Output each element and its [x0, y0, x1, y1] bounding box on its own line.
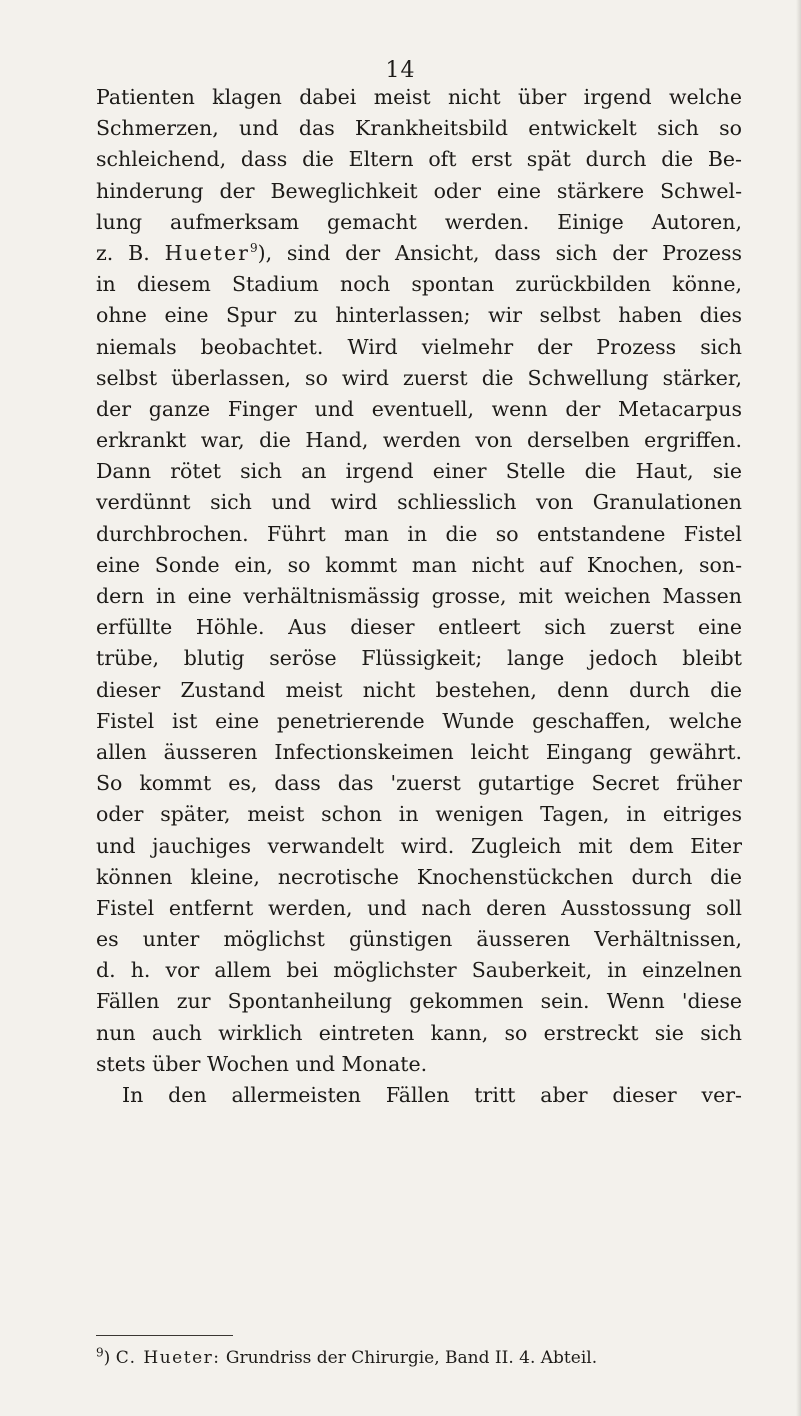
footnote-marker-close: ) — [103, 1348, 111, 1368]
text-line: trübe, blutig seröse Flüssigkeit; lange jedoch bleibt — [96, 646, 742, 671]
text-line: Schmerzen, und das Krankheitsbild entwickelt sich so — [96, 116, 742, 141]
cited-author: Hueter — [164, 240, 250, 265]
text-line: So kommt es, dass das 'zuerst gutartige Secret früher — [96, 771, 742, 796]
text-line: der ganze Finger und eventuell, wenn der Metacarpus — [96, 396, 742, 421]
text-line: oder später, meist schon in wenigen Tagen, in eitriges — [96, 802, 742, 827]
text-line: schleichend, dass die Eltern oft erst spät durch die Be- — [96, 147, 742, 172]
paragraph-end-line: stets über Wochen und Monate. — [96, 1051, 428, 1076]
page-edge-shadow — [796, 0, 801, 1416]
footnote-text: Grundriss der Chirurgie, Band II. 4. Abteil. — [225, 1348, 598, 1368]
text-line: eine Sonde ein, so kommt man nicht auf Knochen, son- — [96, 552, 742, 577]
footnote-author: C. Hueter: — [115, 1348, 221, 1368]
text-line: d. h. vor allem bei möglichster Sauberkeit, in einzelnen — [96, 958, 742, 983]
text-line: Dann rötet sich an irgend einer Stelle die Haut, sie — [96, 459, 742, 484]
text-line: verdünnt sich und wird schliesslich von Granulationen — [96, 490, 742, 515]
text-line: niemals beobachtet. Wird vielmehr der Prozess sich — [96, 334, 742, 359]
footnote-reference: 9 — [249, 241, 258, 256]
text-line: allen äusseren Infectionskeimen leicht Eingang gewährt. — [96, 739, 742, 764]
paragraph-start-line: In den allermeisten Fällen tritt aber dieser ver- — [122, 1083, 742, 1107]
text-line: und jauchiges verwandelt wird. Zugleich mit dem Eiter — [96, 833, 742, 858]
text-line-with-citation — [96, 238, 742, 269]
text-fragment: z. B. — [96, 240, 150, 265]
text-line: Fistel entfernt werden, und nach deren Ausstossung soll — [96, 895, 742, 920]
text-line: hinderung der Beweglichkeit oder eine stärkere Schwel- — [96, 178, 742, 203]
footnote-marker: 9 — [96, 1345, 104, 1360]
text-line: durchbrochen. Führt man in die so entstandene Fistel — [96, 521, 742, 546]
footnote-divider — [96, 1335, 233, 1336]
text-line: können kleine, necrotische Knochenstückchen durch die — [96, 864, 742, 889]
text-fragment: ), sind der Ansicht, dass sich der Prozess — [257, 240, 742, 265]
text-line: es unter möglichst günstigen äusseren Verhältnissen, — [96, 927, 742, 952]
text-line: Patienten klagen dabei meist nicht über irgend welche — [96, 85, 742, 109]
page-number: 14 — [385, 58, 416, 83]
text-line: nun auch wirklich eintreten kann, so erstreckt sie sich — [96, 1020, 742, 1045]
footnote — [96, 1345, 756, 1368]
text-line: ohne eine Spur zu hinterlassen; wir selbst haben dies — [96, 303, 742, 328]
text-line: Fällen zur Spontanheilung gekommen sein. Wenn 'diese — [96, 989, 742, 1014]
text-line: erfüllte Höhle. Aus dieser entleert sich zuerst eine — [96, 615, 742, 640]
text-line: Fistel ist eine penetrierende Wunde geschaffen, welche — [96, 708, 742, 733]
text-line: lung aufmerksam gemacht werden. Einige Autoren, — [96, 209, 742, 234]
text-line: in diesem Stadium noch spontan zurückbilden könne, — [96, 272, 742, 297]
text-line: selbst überlassen, so wird zuerst die Schwellung stärker, — [96, 365, 742, 390]
text-line: dern in eine verhältnismässig grosse, mit weichen Massen — [96, 584, 742, 608]
text-line: dieser Zustand meist nicht bestehen, denn durch die — [96, 677, 742, 702]
body-text — [96, 82, 742, 1111]
text-line: erkrankt war, die Hand, werden von derselben ergriffen. — [96, 428, 742, 453]
